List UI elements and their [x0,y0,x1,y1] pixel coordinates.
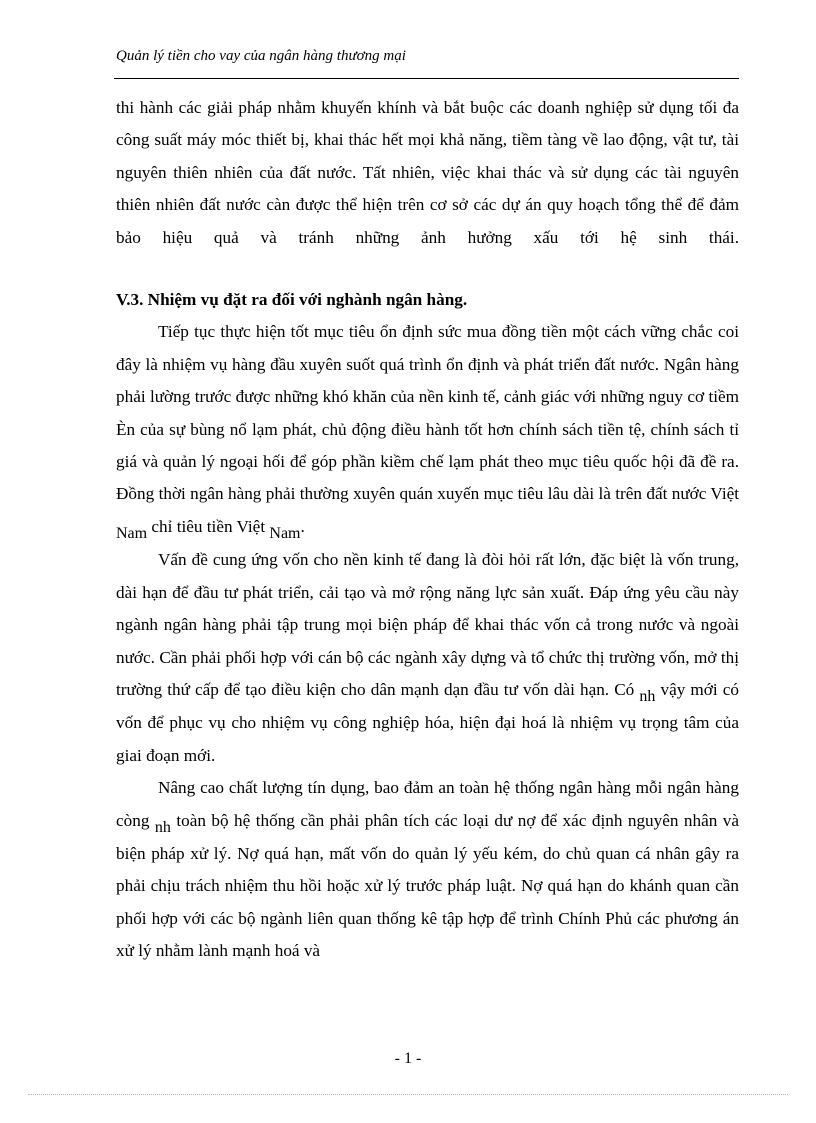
paragraph-4-end: toàn bộ hệ thống cần phải phân tích các loại dư nợ để xác định nguyên nhân và biện pháp xử lý. Nợ quá hạn, mất vốn do quản lý yếu kém, do chủ quan cá nhân gây ra phải chịu trách nhiệm thu hồi hoặc xử lý trước pháp luật. Nợ quá hạn do khánh quan cần phối hợp với các bộ ngành liên quan thống kê tập hợp để trình Chính Phủ các phương án xử lý nhằm lành mạnh hoá và [116,810,740,961]
paragraph-3-text: Vấn đề cung ứng vốn cho nền kinh tế đang là đòi hỏi rất lớn, đặc biệt là vốn trung, dài hạn để đầu tư phát triển, cải tạo và mở rộng năng lực sản xuất. Đáp ứng yêu cầu này ngành ngân hàng phải tập trung mọi biện pháp để khai thác vốn cả trong nước và ngoài nước. Cần phải phối hợp với cán bộ các ngành xây dựng và tổ chức thị trường vốn, mở thị trường thứ cấp để tạo điều kiện cho dân mạnh dạn đầu tư vốn dài hạn. Có [116,550,739,699]
paragraph-4-subscript: nh [154,818,171,836]
running-header: Quản lý tiền cho vay của ngân hàng thương mại [116,48,406,64]
page-bottom-rule [28,1094,788,1095]
paragraph-3-subscript: nh [639,687,656,705]
page-number: - 1 - [394,1050,422,1067]
paragraph-3 [116,544,739,772]
paragraph-2-end: . [300,516,305,536]
paragraph-2-text: Tiếp tục thực hiện tốt mục tiêu ổn định sức mua đồng tiền một cách vững chắc coi đây là nhiệm vụ hàng đầu xuyên suốt quá trình ổn định và phát triển đất nước. Ngân hàng phải lường trước được những khó khăn của nền kinh tế, cảnh giác với những nguy cơ tiềm Èn của sự bùng nổ lạm phát, chủ động điều hành tốt hơn chính sách tiền tệ, chính sách tỉ giá và quản lý ngoại hối để góp phần kiềm chế lạm phát theo mục tiêu quốc hội đã đề ra. Đồng thời ngân hàng phải thường xuyên quán xuyến mục tiêu lâu dài là trên đất nước Việt [116,322,739,504]
paragraph-4 [116,772,739,967]
paragraph-1: thi hành các giải pháp nhằm khuyến khính và bắt buộc các doanh nghiệp sử dụng tối đa công suất máy móc thiết bị, khai thác hết mọi khả năng, tiềm tàng về lao động, vật tư, tài nguyên thiên nhiên của đất nước. Tất nhiên, việc khai thác và sử dụng các tài nguyên thiên nhiên đất nước càn được thể hiện trên cơ sở các dự án quy hoạch tổng thể để đảm bảo hiệu quả và tránh những ảnh hưởng xấu tới hệ sinh thái. [116,98,739,247]
paragraph-2-subscript: Nam [116,524,148,542]
paragraph-3-end: vậy mới có vốn để phục vụ cho nhiệm vụ công nghiệp hóa, hiện đại hoá là nhiệm vụ trọng tâm của giai đoạn mới. [116,679,739,765]
paragraph-2 [116,316,739,544]
section-gap [116,254,739,284]
paragraph-4-text: Nâng cao chất lượng tín dụng, bao đảm an toàn hệ thống ngân hàng mỗi ngân hàng còng [116,778,739,830]
section-heading: V.3. Nhiệm vụ đặt ra đối với nghành ngân hàng. [116,290,468,310]
paragraph-2-subscript-2: Nam [269,524,301,542]
header-rule [114,78,739,79]
paragraph-2-text-mid: chỉ tiêu tiền Việt [151,516,266,536]
document-body [116,92,739,968]
